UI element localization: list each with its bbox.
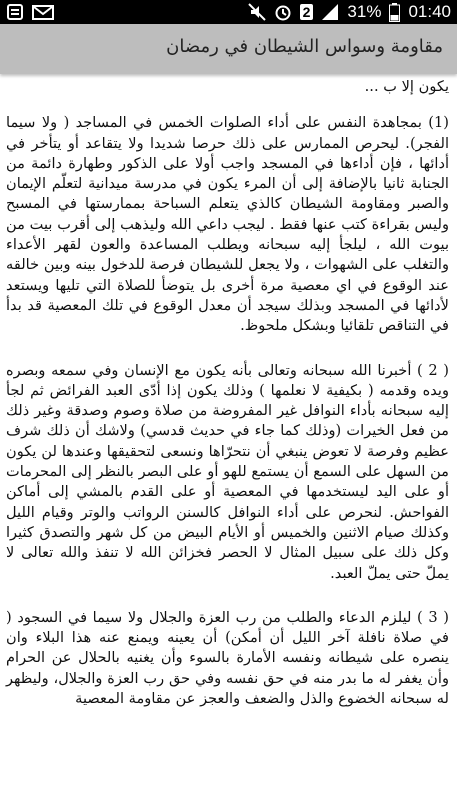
clock: 01:40 [408, 2, 451, 21]
article-body [0, 74, 457, 709]
alarm-icon [274, 3, 292, 21]
notification-mail-icon [32, 3, 54, 21]
notification-box-icon [6, 3, 24, 21]
article-paragraph-3: ( 3 ) ليلزم الدعاء والطلب من رب العزة والجلال ولا سيما في السجود ( في صلاة نافلة آخر الليل أن أمكن) أن يعينه ويمنع عنه هذا البلاء وان ينصره على شيطانه ونفسه الأمارة بالسوء وأن يغنيه بالحلال عن الحرام وأن يغفر له ما بدر منه في حق نفسه وفي حق رب العزة والجلال، وليظهر له سبحانه الخضوع والذل والضعف والعجز عن مقاومة المعصية [6, 608, 449, 708]
article-paragraph-1: (1) بمجاهدة النفس على أداء الصلوات الخمس في المساجد ( ولا سيما الفجر). ليحرص الممارس على ذلك حرصا شديدا ولا يتقاعد أو يتأخر في أدائها ، فإن أداءها في المسجد واجب أولا على الذكور وطهارة دائمة من الجنابة ثانيا بالإضافة إلى أن المرء يكون في مدرسة ميدانية لتعلّم الإيمان والصبر ومقاومة الشيطان كالذي يتعلم السباحة بممارستها في المسبح وليس بقراءة كتب عنها فقط . ليجب داعي الله وليذهب إلى أقرب بيت من بيوت الله ، ليلجأ إليه سبحانه ويطلب المساعدة والعون لقهر الأعداء والتغلب على الشهوات ، ولا يجعل للشيطان فرصة للدخول بينه وبين خالقه عند الوقوع في اي معصية مرة أخرى بل يتوضأ للصلاة التي تليها ويستعد لأدائها في المسجد وبذلك سيجد أن معدل الوقوع في تلك المعصية قد بدأ في التناقص تلقائيا وبشكل ملحوظ. [6, 114, 449, 335]
app-header [0, 24, 457, 74]
muted-icon [248, 3, 266, 21]
status-bar [0, 0, 457, 24]
status-bar-notifications [6, 3, 54, 21]
article-paragraph-2: ( 2 ) أخبرنا الله سبحانه وتعالى بأنه يكون مع الإنسان وفي سمعه وبصره ويده وقدمه ( بكيفية لا نعلمها ) وذلك يكون إذا أدّى العبد الفرائض ثم لجأ إليه سبحانه بأداء النوافل غير المفروضة من صلاة وصوم وصدقة وغير ذلك من فعل الخيرات (وذلك كما جاء في حديث قدسي) ولاشك أن ذلك شرف عظيم وفرصة لا تعوض ينبغي أن نتحرّاها ونسعى لتحقيقها وعندها لن يكون من السهل على السمع أن يستمع للهو أو على البصر بالنظر إلى المحرمات أو على اليد ليستخدمها في المعصية أو على القدم بالمشي إلى أماكن الفواحش. لنحرص على أداء النوافل كالسنن الرواتب والوتر وقيام الليل وكذلك صيام الاثنين والخميس أو الأيام البيض من كل شهر والتصدق كثيرا وكل ذلك على سبيل المثال لا الحصر فخزائن الله لا تنفذ والله تعالى لا يملّ حتى يملّ العبد. [6, 361, 449, 582]
signal-icon [321, 3, 339, 21]
sim-badge: 2 [300, 4, 314, 20]
page-title: مقاومة وسواس الشيطان في رمضان [166, 36, 443, 57]
status-bar-system [248, 2, 451, 22]
article-content[interactable] [0, 74, 457, 800]
battery-icon [389, 3, 400, 22]
article-intro: يكون إلا ب ... [364, 78, 449, 95]
battery-percent: 31% [347, 2, 382, 21]
